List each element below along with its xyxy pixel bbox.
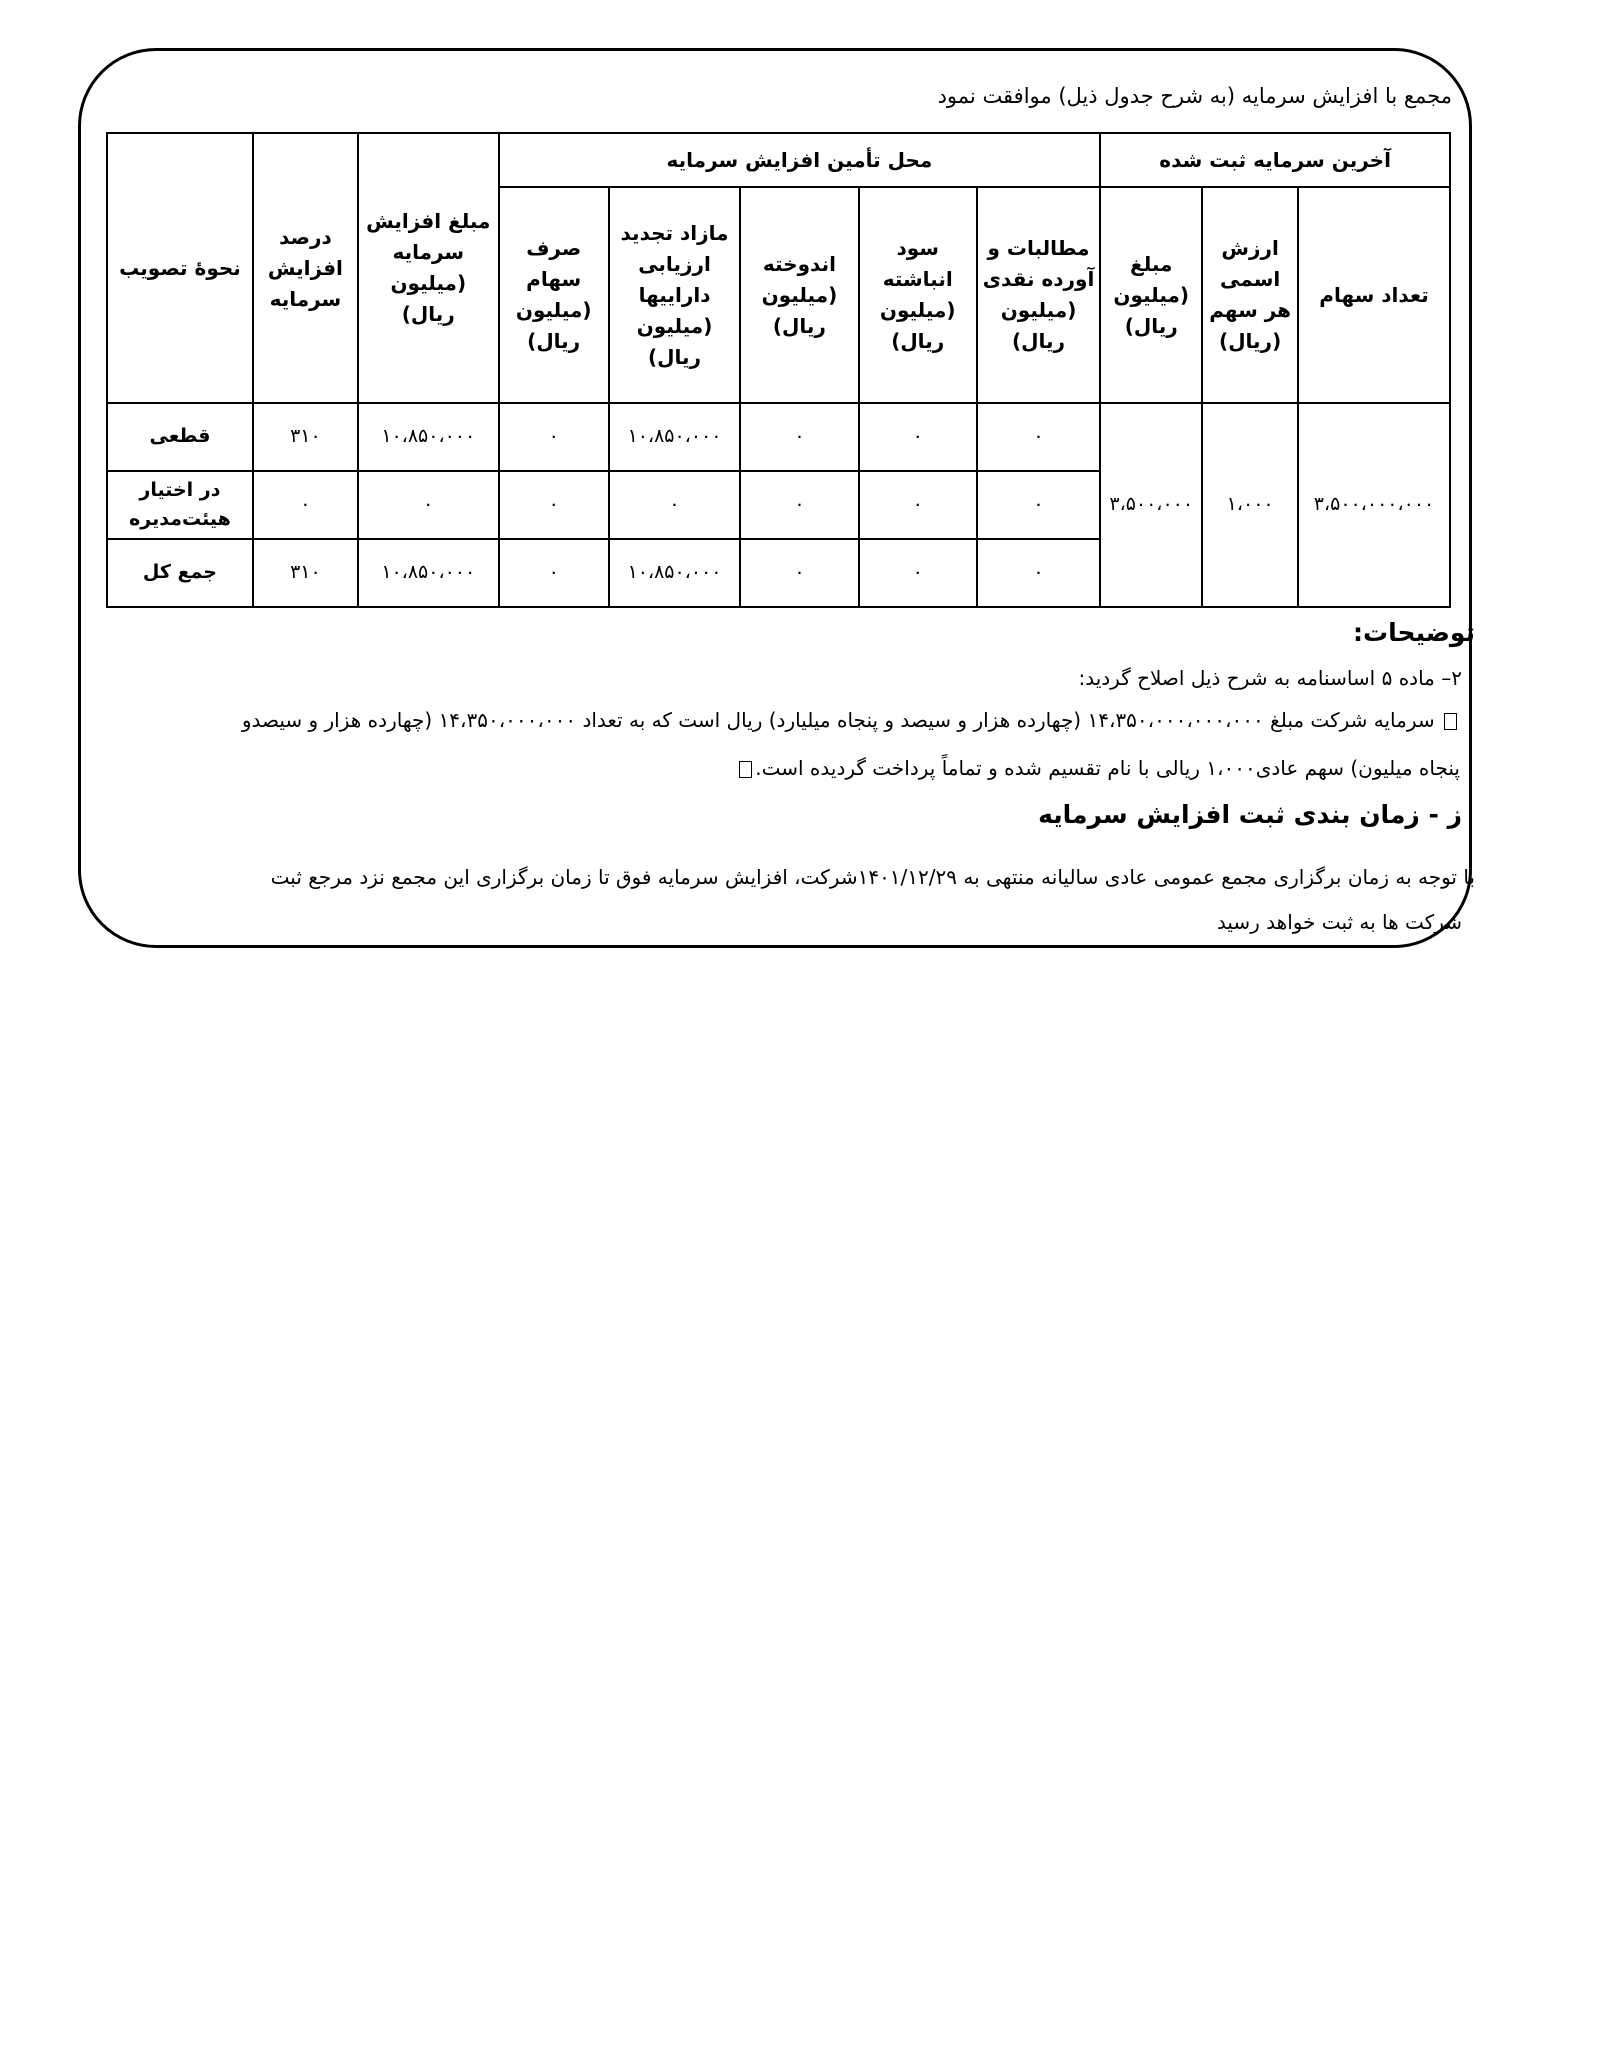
cell-reserve: ۰ bbox=[740, 539, 858, 607]
cell-receivables: ۰ bbox=[977, 539, 1100, 607]
notes-line-3-text: پنجاه میلیون) سهم عادی۱،۰۰۰ ریالی با نام تقسیم شده و تماماً پرداخت گردیده است. bbox=[755, 756, 1460, 780]
header-par-value: ارزش اسمی هر سهم (ریال) bbox=[1202, 187, 1298, 403]
table-row bbox=[107, 403, 1450, 471]
cell-retained-earnings: ۰ bbox=[859, 539, 977, 607]
header-funding-source: محل تأمین افزایش سرمایه bbox=[499, 133, 1101, 187]
checkbox-glyph-icon bbox=[739, 761, 752, 778]
schedule-title: ز - زمان بندی ثبت افزایش سرمایه bbox=[1038, 800, 1462, 829]
cell-retained-earnings: ۰ bbox=[859, 471, 977, 539]
row-label: در اختیار هیئت‌مدیره bbox=[107, 471, 253, 539]
header-increase-amount: مبلغ افزایش سرمایه (میلیون ریال) bbox=[358, 133, 499, 403]
cell-reserve: ۰ bbox=[740, 403, 858, 471]
cell-revaluation-surplus: ۰ bbox=[609, 471, 741, 539]
cell-receivables: ۰ bbox=[977, 403, 1100, 471]
notes-title: توضیحات: bbox=[1353, 618, 1475, 647]
registered-amount: ۳،۵۰۰،۰۰۰ bbox=[1100, 403, 1202, 607]
cell-share-premium: ۰ bbox=[499, 403, 609, 471]
header-share-premium: صرف سهام (میلیون ریال) bbox=[499, 187, 609, 403]
cell-receivables: ۰ bbox=[977, 471, 1100, 539]
header-share-count: تعداد سهام bbox=[1298, 187, 1450, 403]
cell-increase-amount: ۰ bbox=[358, 471, 499, 539]
table-group-header-row bbox=[107, 133, 1450, 187]
cell-increase-amount: ۱۰،۸۵۰،۰۰۰ bbox=[358, 403, 499, 471]
cell-reserve: ۰ bbox=[740, 471, 858, 539]
registered-par-value: ۱،۰۰۰ bbox=[1202, 403, 1298, 607]
header-revaluation-surplus: مازاد تجدید ارزیابی داراییها (میلیون ریال) bbox=[609, 187, 741, 403]
notes-line-3 bbox=[736, 756, 1460, 780]
header-increase-percent: درصد افزایش سرمایه bbox=[253, 133, 358, 403]
cell-revaluation-surplus: ۱۰،۸۵۰،۰۰۰ bbox=[609, 539, 741, 607]
cell-increase-percent: ۰ bbox=[253, 471, 358, 539]
header-retained-earnings: سود انباشته (میلیون ریال) bbox=[859, 187, 977, 403]
cell-share-premium: ۰ bbox=[499, 471, 609, 539]
schedule-line-1: با توجه به زمان برگزاری مجمع عمومی عادی سالیانه منتهی به ۱۴۰۱/۱۲/۲۹شرکت، افزایش سرمایه فوق تا زمان برگزاری این مجمع نزد مرجع ثبت bbox=[270, 865, 1475, 889]
schedule-line-2: شرکت ها به ثبت خواهد رسید bbox=[1216, 910, 1462, 934]
intro-text: مجمع با افزایش سرمایه (به شرح جدول ذیل) موافقت نمود bbox=[937, 84, 1452, 108]
row-label: جمع کل bbox=[107, 539, 253, 607]
capital-increase-table bbox=[106, 132, 1451, 608]
row-label: قطعی bbox=[107, 403, 253, 471]
notes-line-2 bbox=[242, 708, 1460, 732]
notes-line-1: ۲– ماده ۵ اساسنامه به شرح ذیل اصلاح گردید: bbox=[1078, 666, 1462, 690]
cell-increase-amount: ۱۰،۸۵۰،۰۰۰ bbox=[358, 539, 499, 607]
cell-increase-percent: ۳۱۰ bbox=[253, 403, 358, 471]
header-receivables: مطالبات و آورده نقدی (میلیون ریال) bbox=[977, 187, 1100, 403]
registered-share-count: ۳،۵۰۰،۰۰۰،۰۰۰ bbox=[1298, 403, 1450, 607]
cell-revaluation-surplus: ۱۰،۸۵۰،۰۰۰ bbox=[609, 403, 741, 471]
header-reserve: اندوخته (میلیون ریال) bbox=[740, 187, 858, 403]
cell-share-premium: ۰ bbox=[499, 539, 609, 607]
header-registered-amount: مبلغ (میلیون ریال) bbox=[1100, 187, 1202, 403]
cell-retained-earnings: ۰ bbox=[859, 403, 977, 471]
header-last-registered-capital: آخرین سرمایه ثبت شده bbox=[1100, 133, 1450, 187]
checkbox-glyph-icon bbox=[1444, 713, 1457, 730]
header-approval-method: نحوهٔ تصویب bbox=[107, 133, 253, 403]
notes-line-2-text: سرمایه شرکت مبلغ ۱۴،۳۵۰،۰۰۰،۰۰۰،۰۰۰ (چهارده هزار و سیصد و پنجاه میلیارد) ریال است که به تعداد ۱۴،۳۵۰،۰۰۰،۰۰۰ (چهارده هزار و سیصدو bbox=[241, 708, 1435, 732]
cell-increase-percent: ۳۱۰ bbox=[253, 539, 358, 607]
